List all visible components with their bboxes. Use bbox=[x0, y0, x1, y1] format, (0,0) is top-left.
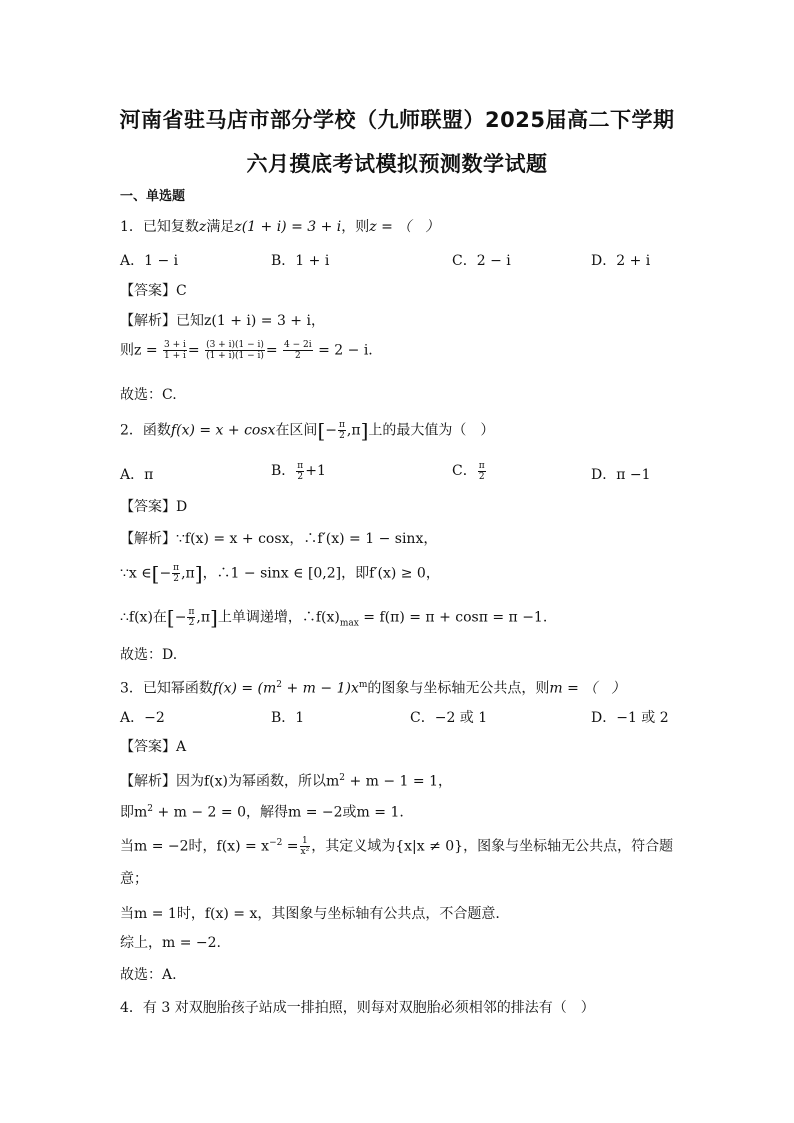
q3-option-a: A．−2 bbox=[120, 710, 165, 726]
q3-sol3-num: 1 bbox=[300, 836, 311, 847]
q1-stem-ask: z = （ ） bbox=[369, 219, 440, 235]
q3-option-b: B．1 bbox=[271, 710, 305, 726]
q2-sol3-bracket-left: [ bbox=[166, 605, 175, 630]
q2-conclusion: 故选：D. bbox=[120, 647, 178, 663]
q2-solution-text: ∵f(x) = x + cosx，∴f′(x) = 1 − sinx， bbox=[176, 531, 438, 547]
q2-sol2-den: 2 bbox=[173, 574, 179, 584]
q2-stem-text: 2．函数 bbox=[120, 422, 171, 439]
q4-stem: 4．有 3 对双胞胎孩子站成一排拍照，则每对双胞胎必须相邻的排法有（ ） bbox=[120, 1000, 595, 1016]
q3-conclusion: 故选：A. bbox=[120, 967, 177, 983]
q2-sol2-frac bbox=[172, 563, 180, 584]
q2-bracket-right: ] bbox=[360, 418, 369, 443]
q3-sol3-den: x² bbox=[300, 847, 310, 858]
q2-option-b bbox=[271, 460, 326, 482]
q3-option-d: D．−1 或 2 bbox=[591, 710, 669, 726]
q3-stem-exp: m bbox=[358, 680, 368, 690]
q3-solution-line2 bbox=[120, 800, 404, 822]
q3-sol3-frac bbox=[300, 836, 311, 857]
q2-int-den: 2 bbox=[339, 431, 345, 441]
q2-option-a: A．π bbox=[120, 467, 154, 483]
q2-option-d: D．π −1 bbox=[591, 467, 651, 483]
q3-stem-ask: m = （ ） bbox=[549, 680, 626, 697]
q1-stem-var: z bbox=[198, 219, 207, 235]
q1-solution-line2: 则z = $\frac{3 + i}{1 + i}$ = $\frac{(3 + i)(1 - i)}{(1 + i)(1 - i)}$ = $\frac{4 - 2i}{2}$ = 2 − i. bbox=[120, 340, 373, 361]
q2-b-den: 2 bbox=[297, 471, 304, 482]
q3-sol3-a: 当m = −2时，f(x) = x bbox=[120, 838, 270, 855]
q1-fraction-1 bbox=[163, 340, 187, 361]
q3-solution-line1 bbox=[120, 769, 452, 791]
q2-b-tag: B． bbox=[271, 463, 296, 479]
q2-b-tail: +1 bbox=[305, 463, 326, 479]
q2-b-num: π bbox=[297, 460, 304, 471]
q2-int-num: π bbox=[338, 420, 345, 430]
q2-b-frac bbox=[296, 461, 304, 482]
q2-sol3-max: max bbox=[339, 618, 359, 629]
q3-option-c: C．−2 或 1 bbox=[410, 710, 488, 726]
q1-solution-line1 bbox=[120, 312, 325, 330]
q1-stem-text: 1．已知复数 bbox=[120, 219, 199, 235]
q1-option-b: B．1 + i bbox=[271, 253, 330, 269]
q2-c-tag: C． bbox=[452, 463, 477, 479]
q3-sol2-square: 2 bbox=[147, 804, 154, 814]
q3-solution-line6: 综上，m = −2. bbox=[120, 935, 221, 951]
q2-sol3-bracket-right: ] bbox=[210, 605, 218, 630]
q1-stem-text2: 满足 bbox=[206, 219, 235, 235]
q3-sol2-a: 即m bbox=[120, 804, 148, 821]
q1-solution-tag: 【解析】 bbox=[120, 313, 176, 329]
q1-stem-text3: ，则 bbox=[341, 219, 370, 235]
q1-answer: 【答案】C bbox=[120, 283, 187, 299]
q2-sol2-lead: ∵x ∈ bbox=[120, 565, 152, 582]
q3-stem-text: 3．已知幂函数 bbox=[120, 680, 213, 697]
q1-f2-num: (3 + i)(1 − i) bbox=[206, 340, 264, 350]
q3-solution-line5: 当m = 1时，f(x) = x，其图象与坐标轴有公共点，不合题意. bbox=[120, 906, 500, 922]
q2-stem-text2: 在区间 bbox=[275, 422, 318, 439]
q2-c-den: 2 bbox=[478, 471, 485, 482]
doc-title-line1: 河南省驻马店市部分学校（九师联盟）2025届高二下学期 bbox=[119, 108, 675, 132]
q1-sol2-result: = 2 − i. bbox=[318, 342, 373, 359]
q2-option-c bbox=[452, 460, 487, 482]
q3-solution-line4: 意； bbox=[120, 871, 148, 887]
q2-sol3-lead: ∴f(x)在 bbox=[120, 609, 167, 626]
q3-sol1-a: 因为f(x)为幂函数，所以m bbox=[176, 773, 340, 790]
q3-sol3-exp: −2 bbox=[269, 838, 283, 848]
q2-sol3-den: 2 bbox=[188, 618, 195, 628]
q3-stem-square: 2 bbox=[276, 680, 283, 690]
q1-stem bbox=[120, 218, 439, 236]
q1-fraction-2 bbox=[205, 340, 265, 361]
section-heading: 一、单选题 bbox=[120, 189, 186, 204]
q2-sol3-result: = f(π) = π + cosπ = π −1. bbox=[358, 609, 548, 626]
q1-solution-text: 已知z(1 + i) = 3 + i， bbox=[176, 313, 325, 329]
q3-stem-func: f(x) = (m bbox=[212, 680, 277, 697]
q2-sol2-text: ，∴1 − sinx ∈ [0,2]，即f′(x) ≥ 0， bbox=[202, 565, 440, 582]
q1-option-c: C．2 − i bbox=[452, 253, 511, 269]
q2-sol2-num: π bbox=[173, 563, 180, 573]
q2-int-minus: − bbox=[325, 422, 337, 439]
q2-solution-line2: ∵x ∈[− $\frac{\pi}{2}$ ,π]，∴1 − sinx ∈ [0,2]，即f′(x) ≥ 0， bbox=[120, 561, 440, 586]
q2-stem-func: f(x) = x + cosx bbox=[170, 422, 276, 439]
q2-sol3-num: π bbox=[188, 607, 195, 617]
q2-sol3-int-end: ,π bbox=[196, 609, 211, 626]
q1-f1-den: 1 + i bbox=[164, 351, 186, 361]
q1-stem-eq: z(1 + i) = 3 + i bbox=[234, 219, 342, 235]
q3-solution-tag: 【解析】 bbox=[120, 773, 176, 790]
q1-option-a: A．1 − i bbox=[120, 253, 179, 269]
q1-f1-num: 3 + i bbox=[164, 340, 186, 350]
q3-stem-func2: + m − 1)x bbox=[282, 680, 359, 697]
q2-stem-text3: 上的最大值为（ ） bbox=[368, 422, 495, 439]
q1-conclusion: 故选：C. bbox=[120, 387, 177, 403]
q2-c-frac bbox=[478, 461, 486, 482]
q3-sol1-square: 2 bbox=[339, 773, 346, 783]
q2-sol2-int-end: ,π bbox=[181, 565, 195, 582]
q3-stem bbox=[120, 676, 625, 698]
q3-sol1-b: + m − 1 = 1， bbox=[345, 773, 452, 790]
q3-sol3-c: ，其定义域为{x|x ≠ 0}，图象与坐标轴无公共点，符合题 bbox=[311, 838, 674, 855]
q3-sol3-eq: = bbox=[282, 838, 299, 855]
doc-title-line2: 六月摸底考试模拟预测数学试题 bbox=[246, 152, 548, 176]
q2-sol2-bracket-left: [ bbox=[151, 561, 160, 586]
q2-answer: 【答案】D bbox=[120, 499, 188, 515]
q3-sol2-b: + m − 2 = 0，解得m = −2或m = 1. bbox=[153, 804, 404, 821]
q2-sol3-text: 上单调递增，∴f(x) bbox=[217, 609, 340, 626]
q2-solution-line3: ∴f(x)在[− $\frac{\pi}{2}$ ,π]上单调递增，$\therefore f(x)_{max} = f(\pi) = \pi + \cos\pi = \pi -1$. bbox=[120, 605, 548, 630]
q2-int-frac bbox=[338, 420, 346, 441]
q2-sol2-bracket-right: ] bbox=[194, 561, 203, 586]
q2-bracket-left: [ bbox=[317, 418, 326, 443]
q1-sol2-lead: 则z = bbox=[120, 342, 158, 359]
q1-f3-num: 4 − 2i bbox=[284, 340, 312, 350]
q3-stem-text2: 的图象与坐标轴无公共点，则 bbox=[367, 680, 550, 697]
q1-fraction-3 bbox=[283, 340, 313, 361]
q2-int-end: ,π bbox=[346, 422, 361, 439]
q2-c-num: π bbox=[478, 460, 485, 471]
q3-solution-line3 bbox=[120, 834, 673, 857]
q3-answer: 【答案】A bbox=[120, 739, 187, 755]
q2-solution-tag: 【解析】 bbox=[120, 531, 176, 547]
q1-f3-den: 2 bbox=[294, 351, 301, 361]
q2-sol3-frac bbox=[187, 607, 195, 628]
q2-solution-line1 bbox=[120, 530, 437, 548]
q2-stem bbox=[120, 420, 494, 441]
q1-f2-den: (1 + i)(1 − i) bbox=[206, 351, 264, 361]
q1-option-d: D．2 + i bbox=[591, 253, 651, 269]
